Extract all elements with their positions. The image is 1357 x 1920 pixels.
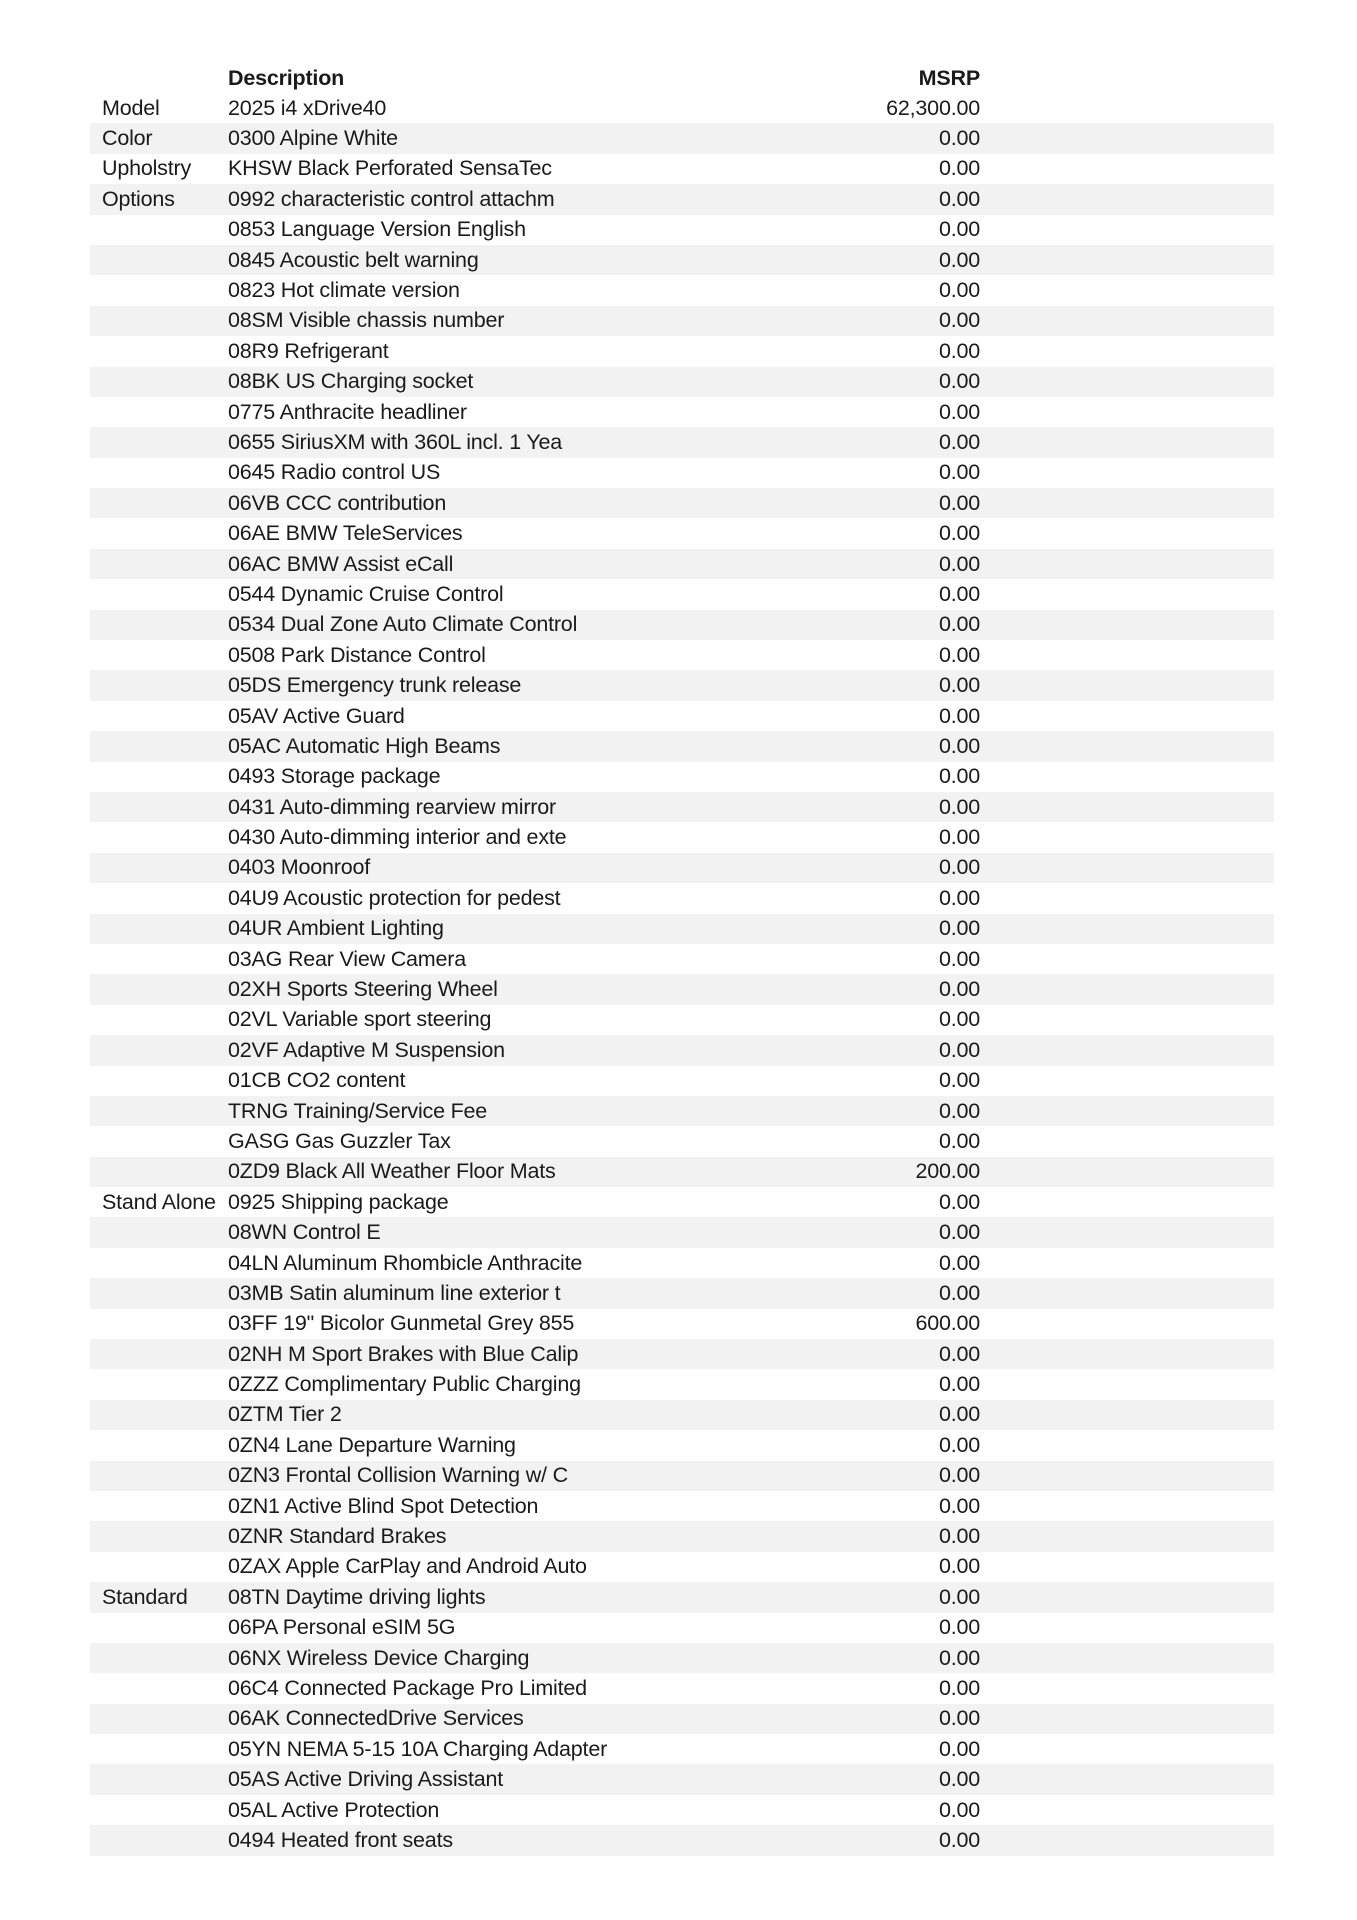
row-description: 0534 Dual Zone Auto Climate Control <box>228 612 578 637</box>
table-row <box>90 670 1274 700</box>
row-description: 0ZN3 Frontal Collision Warning w/ C <box>228 1463 568 1488</box>
table-row <box>90 1217 1274 1247</box>
row-description: 03AG Rear View Camera <box>228 946 466 971</box>
table-row <box>90 822 1274 852</box>
row-msrp: 0.00 <box>938 946 980 971</box>
row-msrp: 62,300.00 <box>886 95 980 120</box>
row-msrp: 200.00 <box>915 1159 980 1184</box>
row-category: Options <box>102 186 175 211</box>
row-msrp: 0.00 <box>938 1584 980 1609</box>
table-row <box>90 1278 1274 1308</box>
row-msrp: 0.00 <box>938 1827 980 1852</box>
row-msrp: 0.00 <box>938 916 980 941</box>
row-msrp: 0.00 <box>938 1068 980 1093</box>
row-description: 08SM Visible chassis number <box>228 308 505 333</box>
row-msrp: 0.00 <box>938 1189 980 1214</box>
table-row <box>90 1795 1274 1825</box>
table-row <box>90 640 1274 670</box>
row-msrp: 0.00 <box>938 186 980 211</box>
table-row <box>90 610 1274 640</box>
row-description: 0645 Radio control US <box>228 460 441 485</box>
table-row <box>90 397 1274 427</box>
table-row <box>90 1005 1274 1035</box>
table-row <box>90 1066 1274 1096</box>
table-row <box>90 1704 1274 1734</box>
row-description: 0ZN4 Lane Departure Warning <box>228 1432 516 1457</box>
row-description: 05AL Active Protection <box>228 1797 440 1822</box>
row-msrp: 0.00 <box>938 1372 980 1397</box>
table-row <box>90 1734 1274 1764</box>
table-row <box>90 1521 1274 1551</box>
row-msrp: 0.00 <box>938 1280 980 1305</box>
row-description: 02VL Variable sport steering <box>228 1007 492 1032</box>
table-row <box>90 549 1274 579</box>
row-msrp: 0.00 <box>938 1676 980 1700</box>
row-description: 0544 Dynamic Cruise Control <box>228 581 504 606</box>
row-msrp: 0.00 <box>938 825 980 850</box>
row-msrp: 0.00 <box>938 1007 980 1032</box>
row-description: 06PA Personal eSIM 5G <box>228 1615 456 1640</box>
row-description: 02VF Adaptive M Suspension <box>228 1037 505 1062</box>
table-row <box>90 792 1274 822</box>
table-row <box>90 579 1274 609</box>
row-msrp: 0.00 <box>938 977 980 1002</box>
row-category: Stand Alone <box>102 1189 216 1214</box>
row-description: 01CB CO2 content <box>228 1068 406 1093</box>
row-msrp: 0.00 <box>938 247 980 272</box>
row-msrp: 0.00 <box>938 490 980 515</box>
row-description: 03FF 19" Bicolor Gunmetal Grey 855 <box>228 1311 575 1336</box>
row-description: 0ZD9 Black All Weather Floor Mats <box>228 1159 556 1184</box>
row-description: 0992 characteristic control attachm <box>228 186 555 211</box>
row-description: 0430 Auto-dimming interior and exte <box>228 825 567 850</box>
row-msrp: 0.00 <box>938 460 980 485</box>
table-row <box>90 306 1274 336</box>
row-msrp: 0.00 <box>938 1402 980 1427</box>
table-row <box>90 154 1274 184</box>
header-msrp: MSRP <box>918 65 980 90</box>
row-msrp: 0.00 <box>938 885 980 910</box>
table-row <box>90 1582 1274 1612</box>
row-msrp: 0.00 <box>938 1797 980 1822</box>
row-msrp: 0.00 <box>938 1736 980 1761</box>
table-row <box>90 1369 1274 1399</box>
row-msrp: 0.00 <box>938 1524 980 1549</box>
row-description: 0ZN1 Active Blind Spot Detection <box>228 1493 539 1518</box>
row-description: 0853 Language Version English <box>228 217 526 242</box>
row-description: 0300 Alpine White <box>228 126 398 151</box>
row-description: 02NH M Sport Brakes with Blue Calip <box>228 1341 579 1366</box>
row-msrp: 0.00 <box>938 1098 980 1123</box>
row-msrp: 0.00 <box>938 1220 980 1245</box>
row-msrp: 0.00 <box>938 1493 980 1518</box>
row-msrp: 0.00 <box>938 581 980 606</box>
row-msrp: 0.00 <box>938 794 980 819</box>
table-row <box>90 518 1274 548</box>
row-description: 02XH Sports Steering Wheel <box>228 977 498 1002</box>
table-body <box>90 93 1274 1856</box>
table-row <box>90 1430 1274 1460</box>
table-row <box>90 367 1274 397</box>
row-msrp: 0.00 <box>938 1432 980 1457</box>
row-msrp: 0.00 <box>938 1250 980 1275</box>
table-row <box>90 701 1274 731</box>
table-row <box>90 883 1274 913</box>
row-msrp: 0.00 <box>938 369 980 394</box>
row-description: 06VB CCC contribution <box>228 490 447 515</box>
table-row <box>90 245 1274 275</box>
table-header <box>90 63 1274 93</box>
table-row <box>90 123 1274 153</box>
table-row <box>90 762 1274 792</box>
row-msrp: 0.00 <box>938 399 980 424</box>
table-row <box>90 1248 1274 1278</box>
row-description: 04UR Ambient Lighting <box>228 916 444 941</box>
table-row <box>90 1461 1274 1491</box>
row-msrp: 0.00 <box>938 673 980 698</box>
table-row <box>90 944 1274 974</box>
row-msrp: 0.00 <box>938 521 980 546</box>
row-description: 03MB Satin aluminum line exterior t <box>228 1280 561 1305</box>
table-row <box>90 458 1274 488</box>
row-description: 05AV Active Guard <box>228 703 405 728</box>
row-description: 06AC BMW Assist eCall <box>228 551 454 576</box>
table-row <box>90 427 1274 457</box>
row-description: 0655 SiriusXM with 360L incl. 1 Yea <box>228 429 563 454</box>
row-description: 0823 Hot climate version <box>228 278 460 303</box>
row-description: 0431 Auto-dimming rearview mirror <box>228 794 556 819</box>
table-row <box>90 1613 1274 1643</box>
row-msrp: 0.00 <box>938 308 980 333</box>
table-row <box>90 731 1274 761</box>
table-row <box>90 1187 1274 1217</box>
table-row <box>90 1825 1274 1855</box>
row-msrp: 0.00 <box>938 551 980 576</box>
table-row <box>90 1552 1274 1582</box>
row-description: KHSW Black Perforated SensaTec <box>228 156 552 181</box>
row-msrp: 0.00 <box>938 855 980 880</box>
row-msrp: 0.00 <box>938 338 980 363</box>
row-msrp: 0.00 <box>938 612 980 637</box>
row-description: 0ZAX Apple CarPlay and Android Auto <box>228 1554 587 1579</box>
table-row <box>90 184 1274 214</box>
row-description: 08R9 Refrigerant <box>228 338 389 363</box>
row-description: 06NX Wireless Device Charging <box>228 1645 530 1670</box>
row-msrp: 0.00 <box>938 429 980 454</box>
row-description: 0925 Shipping package <box>228 1189 449 1214</box>
row-description: 08WN Control E <box>228 1220 381 1245</box>
row-description: 04U9 Acoustic protection for pedest <box>228 885 561 910</box>
table-row <box>90 1157 1274 1187</box>
row-description: 0ZTM Tier 2 <box>228 1402 342 1427</box>
row-msrp: 0.00 <box>938 703 980 728</box>
row-msrp: 0.00 <box>938 1037 980 1062</box>
row-msrp: 0.00 <box>938 642 980 667</box>
table-row <box>90 275 1274 305</box>
row-category: Standard <box>102 1584 188 1609</box>
row-description: GASG Gas Guzzler Tax <box>228 1128 451 1153</box>
table-row <box>90 93 1274 123</box>
row-description: 0ZZZ Complimentary Public Charging <box>228 1372 581 1397</box>
row-msrp: 0.00 <box>938 1554 980 1579</box>
table-row <box>90 1096 1274 1126</box>
table-row <box>90 853 1274 883</box>
row-description: 2025 i4 xDrive40 <box>228 95 387 120</box>
table-row <box>90 1673 1274 1703</box>
row-category: Model <box>102 95 160 120</box>
row-description: 0508 Park Distance Control <box>228 642 486 667</box>
table-row <box>90 1400 1274 1430</box>
row-description: 0845 Acoustic belt warning <box>228 247 479 272</box>
table-row <box>90 215 1274 245</box>
row-category: Color <box>102 126 153 151</box>
row-msrp: 0.00 <box>938 1128 980 1153</box>
table-row <box>90 1126 1274 1156</box>
row-msrp: 0.00 <box>938 1767 980 1792</box>
table-row <box>90 1643 1274 1673</box>
row-description: 05YN NEMA 5-15 10A Charging Adapter <box>228 1736 608 1761</box>
table-row <box>90 1339 1274 1369</box>
row-description: 0493 Storage package <box>228 764 441 789</box>
header-description: Description <box>228 65 345 90</box>
row-description: 0494 Heated front seats <box>228 1827 453 1852</box>
row-msrp: 0.00 <box>938 764 980 789</box>
row-msrp: 0.00 <box>938 278 980 303</box>
table-row <box>90 1491 1274 1521</box>
row-description: 0ZNR Standard Brakes <box>228 1524 447 1549</box>
row-description: TRNG Training/Service Fee <box>228 1098 488 1123</box>
row-description: 05AS Active Driving Assistant <box>228 1767 504 1792</box>
row-msrp: 0.00 <box>938 1645 980 1670</box>
table-row <box>90 488 1274 518</box>
table-row <box>90 336 1274 366</box>
row-description: 08BK US Charging socket <box>228 369 474 394</box>
row-description: 05DS Emergency trunk release <box>228 673 522 698</box>
table-row <box>90 1309 1274 1339</box>
row-msrp: 0.00 <box>938 733 980 758</box>
table-row <box>90 914 1274 944</box>
row-description: 0775 Anthracite headliner <box>228 399 467 424</box>
row-msrp: 600.00 <box>915 1311 980 1336</box>
row-msrp: 0.00 <box>938 1615 980 1640</box>
row-msrp: 0.00 <box>938 1706 980 1731</box>
row-description: 06AE BMW TeleServices <box>228 521 463 546</box>
table-row <box>90 1035 1274 1065</box>
row-msrp: 0.00 <box>938 156 980 181</box>
row-description: 06AK ConnectedDrive Services <box>228 1706 524 1731</box>
table-row <box>90 974 1274 1004</box>
row-description: 04LN Aluminum Rhombicle Anthracite <box>228 1250 583 1275</box>
row-description: 08TN Daytime driving lights <box>228 1584 486 1609</box>
msrp-table <box>90 63 1274 1856</box>
row-description: 0403 Moonroof <box>228 855 371 880</box>
table-row <box>90 1764 1274 1794</box>
row-description: 06C4 Connected Package Pro Limited <box>228 1676 587 1700</box>
row-msrp: 0.00 <box>938 1341 980 1366</box>
row-description: 05AC Automatic High Beams <box>228 733 501 758</box>
row-category: Upholstry <box>102 156 192 181</box>
row-msrp: 0.00 <box>938 1463 980 1488</box>
row-msrp: 0.00 <box>938 217 980 242</box>
row-msrp: 0.00 <box>938 126 980 151</box>
